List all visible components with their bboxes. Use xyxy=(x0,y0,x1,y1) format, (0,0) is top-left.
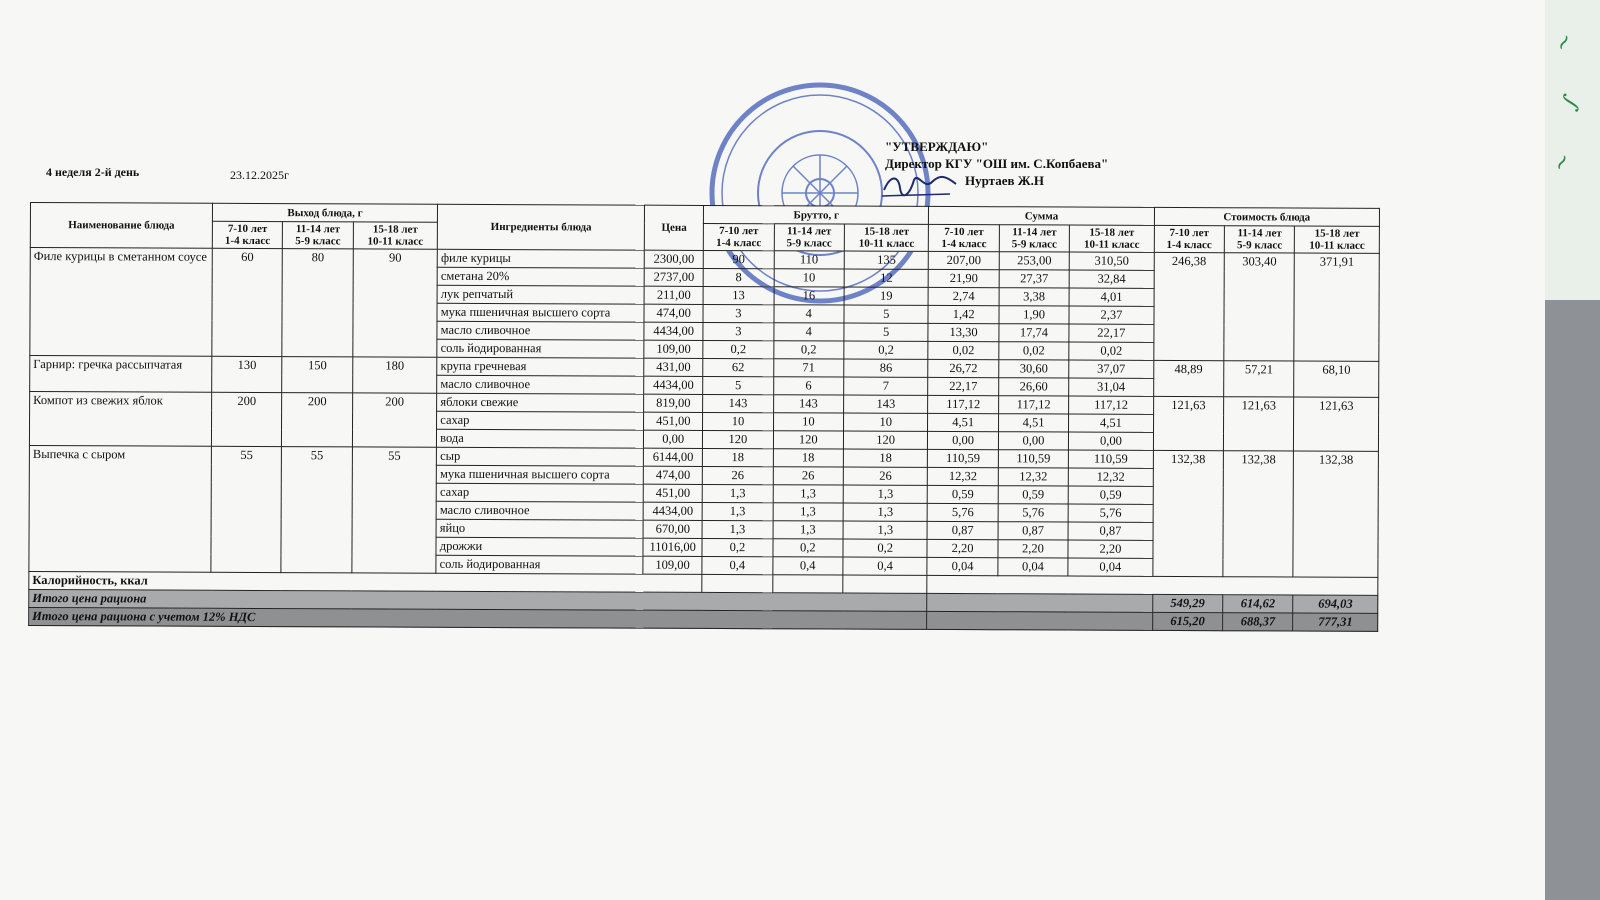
gross-cell: 143 xyxy=(844,395,929,413)
gross-cell: 120 xyxy=(843,431,928,449)
gross-cell: 1,3 xyxy=(773,521,843,539)
price-cell: 109,00 xyxy=(644,340,703,358)
total-row-value: 549,29 xyxy=(1152,594,1222,612)
price-cell: 0,00 xyxy=(644,430,703,448)
week-day-label: 4 неделя 2-й день xyxy=(46,165,140,179)
gross-cell: 120 xyxy=(773,431,843,449)
dish-cost-cell: 371,91 xyxy=(1294,253,1379,361)
ingredient-cell: сыр xyxy=(437,447,644,466)
calories-cell xyxy=(772,575,842,593)
age-group-header: 15-18 лет 10-11 класс xyxy=(844,224,929,251)
ingredient-cell: соль йодированная xyxy=(437,339,644,358)
gross-cell: 0,2 xyxy=(773,341,843,359)
gross-cell: 86 xyxy=(844,359,929,377)
age-group-header: 7-10 лет 1-4 класс xyxy=(704,223,775,250)
sum-cell: 2,20 xyxy=(1068,540,1153,558)
dish-name-cell: Гарнир: гречка рассыпчатая xyxy=(30,356,212,393)
gross-cell: 0,2 xyxy=(843,539,928,557)
ingredient-cell: лук репчатый xyxy=(437,285,644,304)
gross-cell: 5 xyxy=(703,376,773,394)
sum-cell: 0,02 xyxy=(999,342,1069,360)
price-cell: 670,00 xyxy=(643,520,702,538)
output-cell: 200 xyxy=(211,392,282,446)
dish-name-cell: Филе курицы в сметанном соусе xyxy=(30,248,212,357)
output-cell: 55 xyxy=(211,446,282,572)
calories-label: Калорийность, ккал xyxy=(29,571,702,592)
age-group-header: 7-10 лет 1-4 класс xyxy=(1154,225,1225,252)
sum-cell: 0,00 xyxy=(1069,432,1154,450)
gross-cell: 18 xyxy=(843,449,928,467)
sum-cell: 2,74 xyxy=(928,287,998,305)
sum-cell: 4,51 xyxy=(928,413,998,431)
total-row-blank xyxy=(927,593,1152,612)
gross-cell: 18 xyxy=(773,449,843,467)
approval-name: Нуртаев Ж.Н xyxy=(965,173,1044,188)
gross-cell: 71 xyxy=(773,359,843,377)
sum-cell: 0,04 xyxy=(927,557,997,575)
gross-cell: 26 xyxy=(702,466,772,484)
sum-cell: 2,37 xyxy=(1069,306,1154,324)
sum-cell: 0,59 xyxy=(998,486,1068,504)
col-output: Выход блюда, г xyxy=(212,203,437,222)
sum-cell: 0,04 xyxy=(998,558,1068,576)
sum-cell: 0,59 xyxy=(1068,486,1153,504)
sum-cell: 2,20 xyxy=(927,539,997,557)
calories-blank xyxy=(927,575,1378,595)
price-cell: 451,00 xyxy=(643,484,702,502)
sum-cell: 207,00 xyxy=(929,251,999,269)
age-group-header: 7-10 лет 1-4 класс xyxy=(212,221,283,248)
sum-cell: 0,00 xyxy=(998,432,1068,450)
sum-cell: 3,38 xyxy=(999,288,1069,306)
gross-cell: 10 xyxy=(774,269,844,287)
gross-cell: 0,4 xyxy=(772,557,842,575)
gross-cell: 0,2 xyxy=(703,340,773,358)
sum-cell: 110,59 xyxy=(998,450,1068,468)
price-cell: 11016,00 xyxy=(643,538,702,556)
approval-director: Директор КГУ "ОШ им. С.Копбаева" xyxy=(885,156,1109,171)
ingredient-cell: мука пшеничная высшего сорта xyxy=(436,465,643,484)
sum-cell: 310,50 xyxy=(1069,252,1154,270)
sum-cell: 2,20 xyxy=(998,540,1068,558)
gross-cell: 0,2 xyxy=(773,539,843,557)
price-cell: 6144,00 xyxy=(644,448,703,466)
gross-cell: 10 xyxy=(703,412,773,430)
col-cost: Стоимость блюда xyxy=(1154,207,1379,226)
sum-cell: 32,84 xyxy=(1069,270,1154,288)
sum-cell: 22,17 xyxy=(928,377,998,395)
col-sum: Сумма xyxy=(929,206,1154,225)
gross-cell: 7 xyxy=(844,377,929,395)
menu-table xyxy=(28,202,1380,632)
ingredient-cell: сахар xyxy=(436,483,643,502)
gross-cell: 18 xyxy=(703,448,773,466)
gross-cell: 1,3 xyxy=(843,521,928,539)
gross-cell: 143 xyxy=(773,395,843,413)
age-group-header: 11-14 лет 5-9 класс xyxy=(999,225,1070,252)
price-cell: 4434,00 xyxy=(643,502,702,520)
gross-cell: 19 xyxy=(844,287,929,305)
ingredient-cell: масло сливочное xyxy=(437,375,644,394)
sum-cell: 0,02 xyxy=(1069,342,1154,360)
ingredient-cell: мука пшеничная высшего сорта xyxy=(437,303,644,322)
sum-cell: 17,74 xyxy=(999,324,1069,342)
gross-cell: 0,2 xyxy=(702,538,772,556)
gross-cell: 90 xyxy=(703,250,773,268)
total-vat-row-label: Итого цена рациона с учетом 12% НДС xyxy=(29,607,928,629)
sum-cell: 27,37 xyxy=(999,270,1069,288)
sum-cell: 0,87 xyxy=(998,522,1068,540)
total-row-label: Итого цена рациона xyxy=(29,589,928,611)
dish-cost-cell: 303,40 xyxy=(1224,253,1295,361)
output-cell: 90 xyxy=(353,249,438,357)
gross-cell: 5 xyxy=(844,305,929,323)
ingredient-cell: филе курицы xyxy=(437,249,644,268)
sum-cell: 117,12 xyxy=(998,396,1068,414)
gross-cell: 8 xyxy=(703,268,773,286)
col-gross: Брутто, г xyxy=(704,205,929,224)
sum-cell: 0,02 xyxy=(928,341,998,359)
gross-cell: 4 xyxy=(774,305,844,323)
ingredient-cell: масло сливочное xyxy=(436,501,643,520)
sum-cell: 5,76 xyxy=(928,503,998,521)
price-cell: 474,00 xyxy=(644,304,703,322)
dish-name-cell: Компот из свежих яблок xyxy=(29,392,211,447)
approval-title: "УТВЕРЖДАЮ" xyxy=(885,139,989,154)
sum-cell: 117,12 xyxy=(928,395,998,413)
gross-cell: 10 xyxy=(844,413,929,431)
total-row-value: 694,03 xyxy=(1293,595,1378,613)
gross-cell: 1,3 xyxy=(843,485,928,503)
gross-cell: 62 xyxy=(703,358,773,376)
sum-cell: 22,17 xyxy=(1069,324,1154,342)
total-vat-row-value: 777,31 xyxy=(1293,613,1378,631)
ingredient-cell: дрожжи xyxy=(436,537,643,556)
sum-cell: 0,59 xyxy=(928,485,998,503)
gross-cell: 5 xyxy=(844,323,929,341)
ingredient-cell: яйцо xyxy=(436,519,643,538)
price-cell: 4434,00 xyxy=(644,322,703,340)
age-group-header: 15-18 лет 10-11 класс xyxy=(1070,225,1155,252)
sum-cell: 1,42 xyxy=(928,305,998,323)
age-group-header: 11-14 лет 5-9 класс xyxy=(283,222,354,249)
gross-cell: 0,2 xyxy=(844,341,929,359)
ingredient-cell: вода xyxy=(437,429,644,448)
sum-cell: 5,76 xyxy=(1068,504,1153,522)
gross-cell: 143 xyxy=(703,394,773,412)
output-cell: 130 xyxy=(212,356,283,392)
sum-cell: 4,01 xyxy=(1069,288,1154,306)
gross-cell: 3 xyxy=(703,322,773,340)
ingredient-cell: масло сливочное xyxy=(437,321,644,340)
sum-cell: 12,32 xyxy=(928,467,998,485)
price-cell: 819,00 xyxy=(644,394,703,412)
sum-cell: 110,59 xyxy=(1069,450,1154,468)
total-vat-row-value: 615,20 xyxy=(1152,612,1222,630)
sum-cell: 0,87 xyxy=(927,521,997,539)
sum-cell: 12,32 xyxy=(998,468,1068,486)
output-cell: 150 xyxy=(282,357,353,393)
price-cell: 4434,00 xyxy=(644,376,703,394)
gross-cell: 16 xyxy=(774,287,844,305)
total-row-value: 614,62 xyxy=(1223,595,1293,613)
gross-cell: 1,3 xyxy=(773,503,843,521)
dish-cost-cell: 68,10 xyxy=(1294,361,1379,397)
price-cell: 211,00 xyxy=(644,286,703,304)
output-cell: 60 xyxy=(212,248,283,356)
col-price: Цена xyxy=(645,205,704,250)
sum-cell: 31,04 xyxy=(1069,378,1154,396)
sum-cell: 4,51 xyxy=(1069,414,1154,432)
dish-cost-cell: 246,38 xyxy=(1153,252,1224,360)
gross-cell: 1,3 xyxy=(702,520,772,538)
calories-cell xyxy=(702,574,772,592)
price-cell: 474,00 xyxy=(643,466,702,484)
output-cell: 200 xyxy=(282,393,353,447)
gross-cell: 6 xyxy=(773,377,843,395)
ingredient-cell: сметана 20% xyxy=(437,267,644,286)
sum-cell: 13,30 xyxy=(928,323,998,341)
dish-cost-cell: 132,38 xyxy=(1223,451,1294,577)
calories-cell xyxy=(843,575,928,593)
sum-cell: 12,32 xyxy=(1068,468,1153,486)
gross-cell: 12 xyxy=(844,269,929,287)
gross-cell: 135 xyxy=(844,251,929,269)
dish-cost-cell: 48,89 xyxy=(1153,360,1224,396)
gross-cell: 1,3 xyxy=(702,502,772,520)
sum-cell: 21,90 xyxy=(929,269,999,287)
gross-cell: 0,4 xyxy=(843,557,928,575)
dish-cost-cell: 121,63 xyxy=(1294,397,1379,451)
sum-cell: 0,87 xyxy=(1068,522,1153,540)
sum-cell: 117,12 xyxy=(1069,396,1154,414)
background-paper-edge: ~ ∫ ~ xyxy=(1545,0,1600,300)
dish-cost-cell: 121,63 xyxy=(1153,396,1224,450)
ingredient-cell: сахар xyxy=(437,411,644,430)
ingredient-cell: яблоки свежие xyxy=(437,393,644,412)
price-cell: 451,00 xyxy=(644,412,703,430)
gross-cell: 13 xyxy=(703,286,773,304)
gross-cell: 26 xyxy=(843,467,928,485)
dish-cost-cell: 57,21 xyxy=(1224,361,1295,397)
sum-cell: 4,51 xyxy=(998,414,1068,432)
output-cell: 180 xyxy=(352,357,437,393)
gross-cell: 1,3 xyxy=(702,484,772,502)
total-vat-row-blank xyxy=(927,611,1152,630)
gross-cell: 3 xyxy=(703,304,773,322)
col-dish-name: Наименование блюда xyxy=(30,203,212,249)
dish-cost-cell: 132,38 xyxy=(1153,450,1224,576)
gross-cell: 10 xyxy=(773,413,843,431)
sum-cell: 253,00 xyxy=(999,252,1069,270)
age-group-header: 11-14 лет 5-9 класс xyxy=(774,224,845,251)
age-group-header: 15-18 лет 10-11 класс xyxy=(353,222,438,249)
sum-cell: 0,00 xyxy=(928,431,998,449)
gross-cell: 120 xyxy=(703,430,773,448)
sum-cell: 5,76 xyxy=(998,504,1068,522)
gross-cell: 1,3 xyxy=(843,503,928,521)
ingredient-cell: соль йодированная xyxy=(436,555,643,574)
sum-cell: 26,72 xyxy=(928,359,998,377)
price-cell: 431,00 xyxy=(644,358,703,376)
dish-cost-cell: 132,38 xyxy=(1293,451,1378,577)
sum-cell: 37,07 xyxy=(1069,360,1154,378)
sum-cell: 0,04 xyxy=(1068,558,1153,576)
col-ingredients: Ингредиенты блюда xyxy=(438,204,645,250)
output-cell: 55 xyxy=(281,447,352,573)
dish-name-cell: Выпечка с сыром xyxy=(29,445,212,572)
sum-cell: 110,59 xyxy=(928,449,998,467)
output-cell: 80 xyxy=(282,249,353,357)
age-group-header: 7-10 лет 1-4 класс xyxy=(929,224,1000,251)
gross-cell: 4 xyxy=(774,323,844,341)
price-cell: 109,00 xyxy=(643,556,702,574)
gross-cell: 1,3 xyxy=(773,485,843,503)
date-label: 23.12.2025г xyxy=(230,168,289,182)
director-signature xyxy=(880,170,960,200)
sum-cell: 26,60 xyxy=(998,378,1068,396)
price-cell: 2300,00 xyxy=(644,250,703,268)
sum-cell: 1,90 xyxy=(999,306,1069,324)
gross-cell: 26 xyxy=(773,467,843,485)
output-cell: 55 xyxy=(352,447,437,573)
price-cell: 2737,00 xyxy=(644,268,703,286)
gross-cell: 110 xyxy=(774,251,844,269)
age-group-header: 15-18 лет 10-11 класс xyxy=(1295,226,1380,253)
dish-cost-cell: 121,63 xyxy=(1223,397,1294,451)
ingredient-cell: крупа гречневая xyxy=(437,357,644,376)
sum-cell: 30,60 xyxy=(999,360,1069,378)
gross-cell: 0,4 xyxy=(702,556,772,574)
total-vat-row-value: 688,37 xyxy=(1223,613,1293,631)
output-cell: 200 xyxy=(352,393,437,447)
age-group-header: 11-14 лет 5-9 класс xyxy=(1224,226,1295,253)
